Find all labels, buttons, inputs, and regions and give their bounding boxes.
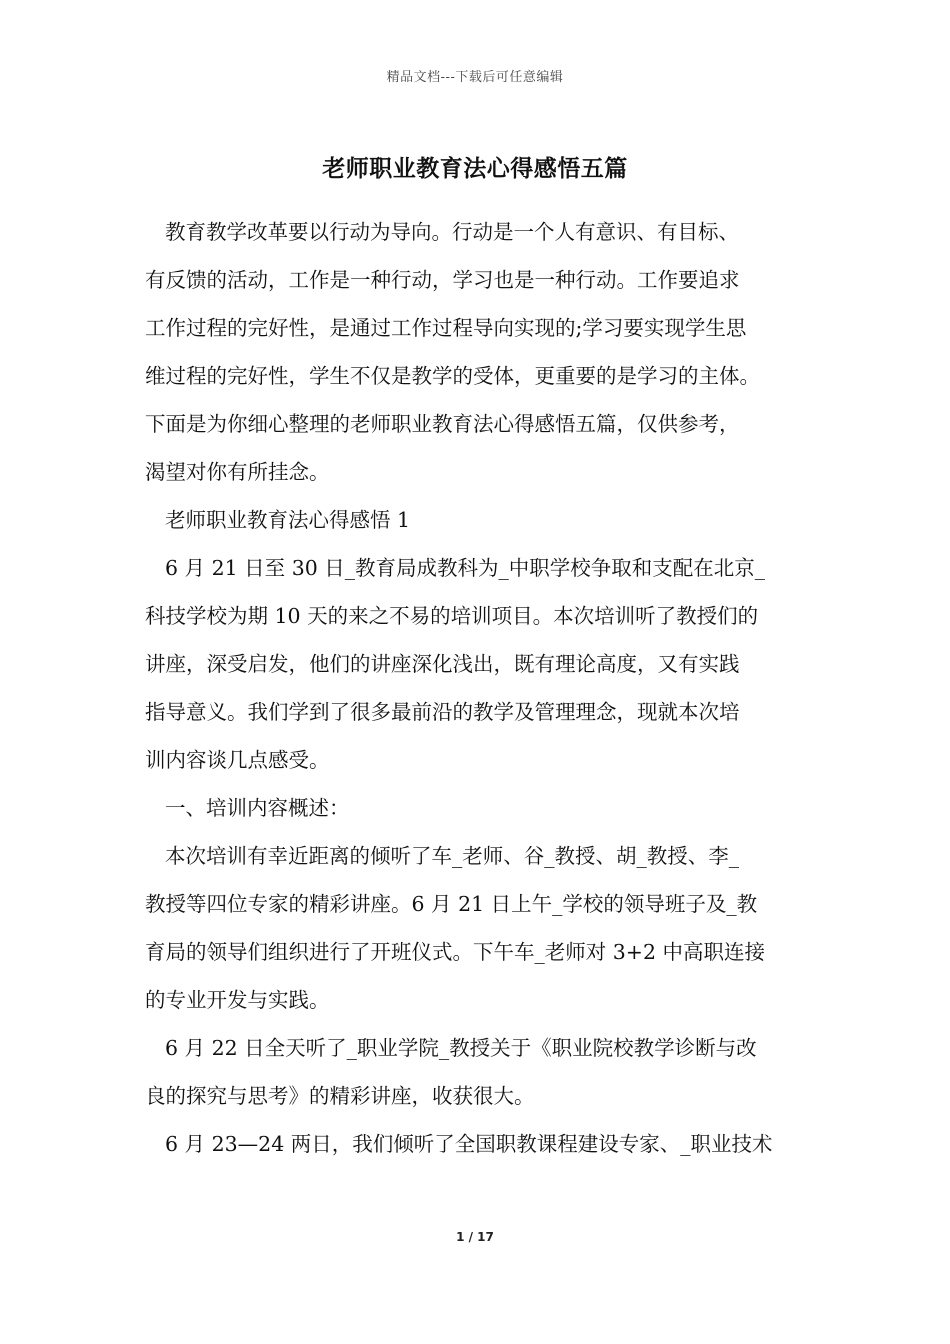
paragraph-line: 维过程的完好性，学生不仅是教学的受体，更重要的是学习的主体。 <box>145 364 760 388</box>
page-header: 精品文档---下载后可任意编辑 <box>386 70 564 85</box>
paragraph-line: 科技学校为期 10 天的来之不易的培训项目。本次培训听了教授们的 <box>145 604 759 628</box>
paragraph-line: 渴望对你有所挂念。 <box>145 460 330 484</box>
paragraph-line: 6 月 23—24 两日，我们倾听了全国职教课程建设专家、_职业技术 <box>165 1132 773 1156</box>
paragraph-line: 教育教学改革要以行动为导向。行动是一个人有意识、有目标、 <box>165 220 739 244</box>
paragraph-line: 育局的领导们组织进行了开班仪式。下午车_老师对 3+2 中高职连接 <box>145 940 766 964</box>
paragraph-line: 有反馈的活动，工作是一种行动，学习也是一种行动。工作要追求 <box>145 268 740 292</box>
paragraph-line: 工作过程的完好性，是通过工作过程导向实现的;学习要实现学生思 <box>145 316 747 340</box>
paragraph-line: 的专业开发与实践。 <box>145 988 330 1012</box>
paragraph-line: 训内容谈几点感受。 <box>145 748 330 772</box>
paragraph-line: 6 月 22 日全天听了_职业学院_教授关于《职业院校教学诊断与改 <box>165 1036 757 1060</box>
paragraph-line: 良的探究与思考》的精彩讲座，收获很大。 <box>145 1084 535 1108</box>
paragraph-line: 教授等四位专家的精彩讲座。6 月 21 日上午_学校的领导班子及_教 <box>145 892 758 916</box>
document-title: 老师职业教育法心得感悟五篇 <box>322 156 628 182</box>
paragraph-line: 本次培训有幸近距离的倾听了车_老师、谷_教授、胡_教授、李_ <box>165 844 739 868</box>
paragraph-line: 6 月 21 日至 30 日_教育局成教科为_中职学校争取和支配在北京_ <box>165 556 766 580</box>
document-body <box>145 208 815 1168</box>
paragraph-line: 指导意义。我们学到了很多最前沿的教学及管理理念，现就本次培 <box>145 700 740 724</box>
paragraph-line: 下面是为你细心整理的老师职业教育法心得感悟五篇，仅供参考， <box>145 412 740 436</box>
page-number: 1 / 17 <box>456 1230 494 1244</box>
section-heading: 一、培训内容概述： <box>165 796 350 820</box>
paragraph-line: 讲座，深受启发，他们的讲座深化浅出，既有理论高度，又有实践 <box>145 652 740 676</box>
section-heading: 老师职业教育法心得感悟 1 <box>165 508 411 532</box>
